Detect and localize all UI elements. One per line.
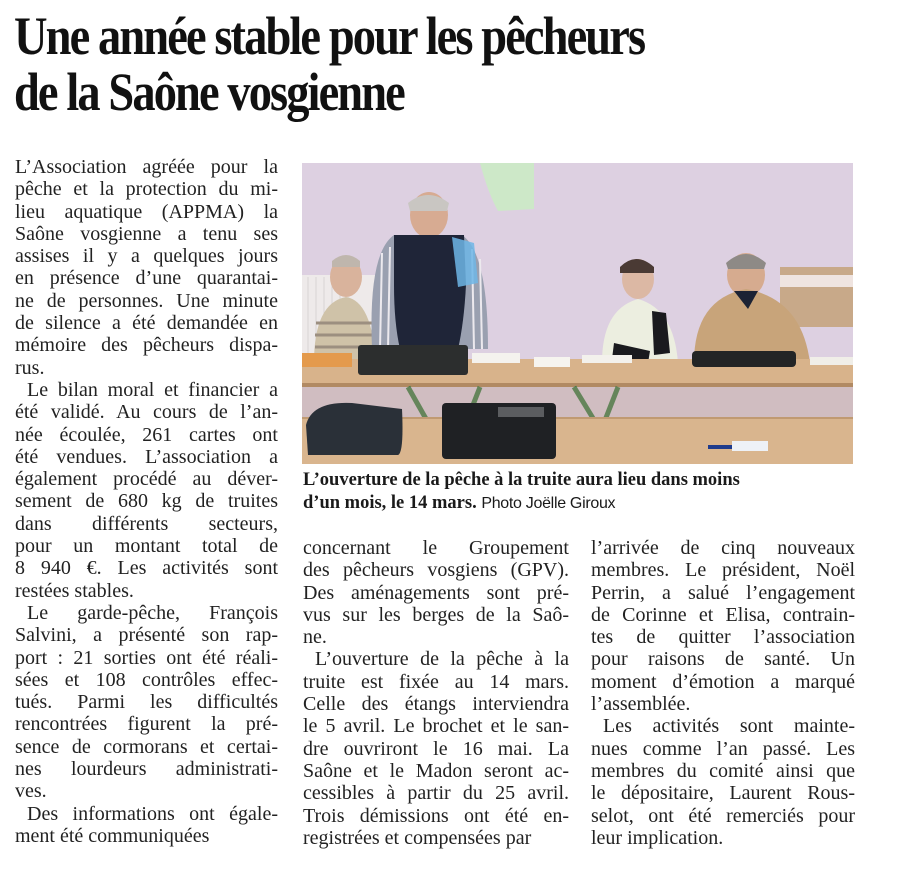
text-line: pêche et la protection du mi- <box>15 178 278 201</box>
text-line: restées stables. <box>15 579 134 602</box>
paragraph <box>303 537 569 648</box>
text-line: été vendues. L’association a <box>15 445 278 468</box>
headline-line-2: de la Saône vosgienne <box>14 62 404 122</box>
text-line: selot, ont été remerciés pour <box>591 804 855 827</box>
text-line: nues comme l’an passé. Les <box>591 737 855 760</box>
text-line: cessibles à partir du 25 avril. <box>303 782 569 805</box>
photo-illustration <box>302 163 853 464</box>
text-line: rus. <box>15 356 45 379</box>
text-line: Les activités sont mainte- <box>603 715 855 738</box>
text-line: Des informations ont égale- <box>27 802 278 825</box>
text-line: rencontrées figurent la pré- <box>15 713 278 736</box>
headline-line-1: Une année stable pour les pêcheurs <box>14 6 645 66</box>
text-line: née écoulée, 261 cartes ont <box>15 423 278 446</box>
text-line: registrées et compensées par <box>303 826 532 849</box>
text-line: pour raisons de santé. Un <box>591 648 855 671</box>
text-line: assises il y a quelques jours <box>15 245 278 268</box>
text-line: leur implication. <box>591 826 724 849</box>
text-line: membres. Le président, Noël <box>591 559 855 582</box>
text-line: ves. <box>15 780 47 803</box>
text-line: de Corinne et Elisa, contrain- <box>591 603 855 626</box>
text-line: Saône et le Madon seront ac- <box>303 759 569 782</box>
text-line: en présence d’une quarantai- <box>15 267 278 290</box>
text-line: été validé. Au cours de l’an- <box>15 401 278 424</box>
text-line: de silence a été demandée en <box>15 312 278 335</box>
article-column-1 <box>15 156 278 847</box>
text-line: Saône vosgienne a tenu ses <box>15 222 278 245</box>
text-line: également procédé au déver- <box>15 468 278 491</box>
text-line: l’assemblée. <box>591 693 691 716</box>
paragraph <box>15 379 278 602</box>
paragraph <box>15 156 278 379</box>
caption-line-2: d’un mois, le 14 mars. <box>303 493 477 513</box>
text-line: tués. Parmi les difficultés <box>15 691 278 714</box>
text-line: dans différents secteurs, <box>15 512 278 535</box>
text-line: Trois démissions ont été en- <box>303 804 569 827</box>
meeting-photo <box>302 163 853 464</box>
text-line: Le garde-pêche, François <box>27 601 278 624</box>
text-line: mémoire des pêcheurs dispa- <box>15 334 278 357</box>
photo-caption <box>303 469 853 515</box>
text-line: sence de cormorans et certai- <box>15 735 278 758</box>
text-line: ne. <box>303 626 327 649</box>
text-line: le dépositaire, Laurent Rous- <box>591 782 855 805</box>
text-line: moment d’émotion a marqué <box>591 670 855 693</box>
text-line: vus sur les berges de la Saô- <box>303 603 569 626</box>
text-line: Perrin, a salué l’engagement <box>591 581 855 604</box>
text-line: Salvini, a présenté son rap- <box>15 624 278 647</box>
text-line: le 5 avril. Le brochet et le san- <box>303 715 569 738</box>
text-line: sement de 680 kg de truites <box>15 490 278 513</box>
text-line: des pêcheurs vosgiens (GPV). <box>303 559 569 582</box>
text-line: Le bilan moral et financier a <box>27 378 278 401</box>
article-column-2 <box>303 537 569 849</box>
text-line: truite est fixée au 14 mars. <box>303 670 569 693</box>
text-line: membres du comité ainsi que <box>591 759 855 782</box>
paragraph <box>303 648 569 849</box>
text-line: Des aménagements sont pré- <box>303 581 569 604</box>
paragraph <box>591 715 855 849</box>
text-line: port : 21 sorties ont été réali- <box>15 646 278 669</box>
text-line: ne de personnes. Une minute <box>15 289 278 312</box>
text-line: Celle des étangs interviendra <box>303 693 569 716</box>
text-line: pour un montant total de <box>15 535 278 558</box>
text-line: dre ouvriront le 16 mai. La <box>303 737 569 760</box>
text-line: sées et 108 contrôles effec- <box>15 668 278 691</box>
text-line: tes de quitter l’association <box>591 626 855 649</box>
caption-line-1: L’ouverture de la pêche à la truite aura lieu dans moins <box>303 470 740 490</box>
text-line: nes lourdeurs administrati- <box>15 758 278 781</box>
text-line: l’arrivée de cinq nouveaux <box>591 537 855 559</box>
text-line: L’ouverture de la pêche à la <box>315 648 569 671</box>
paragraph <box>15 602 278 803</box>
text-line: ment été communiquées <box>15 824 210 847</box>
photo-credit: Photo Joëlle Giroux <box>481 495 616 512</box>
text-line: L’Association agréée pour la <box>15 156 278 178</box>
text-line: lieu aquatique (APPMA) la <box>15 200 278 223</box>
headline <box>14 8 771 120</box>
article-column-3 <box>591 537 855 849</box>
paragraph <box>591 537 855 715</box>
text-line: 8 940 €. Les activités sont <box>15 557 278 580</box>
text-line: concernant le Groupement <box>303 537 569 559</box>
paragraph <box>15 803 278 848</box>
